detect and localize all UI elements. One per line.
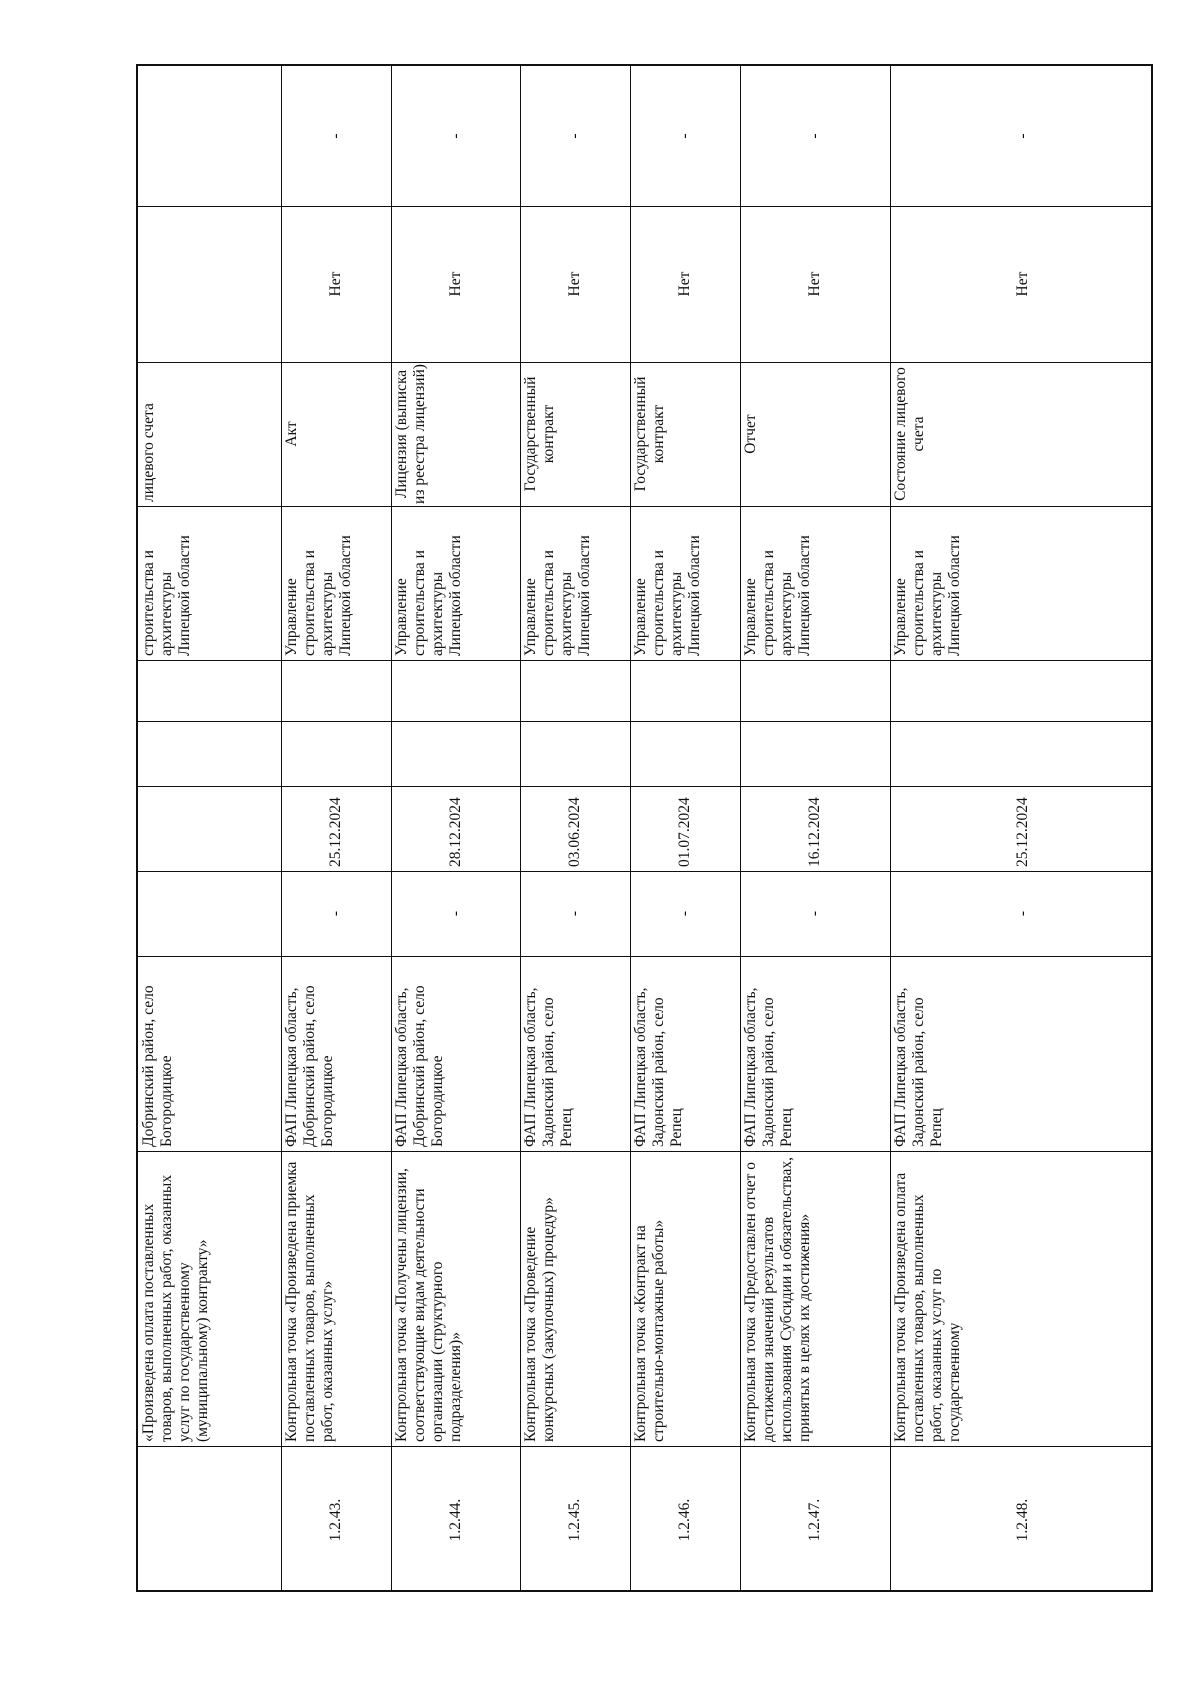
location-cell-text: ФАП Липецкая область, Добринский район, село Богородицкое <box>283 985 336 1147</box>
location-cell <box>740 956 890 1151</box>
row-number-cell <box>630 1446 740 1594</box>
note-cell-text: - <box>327 133 345 139</box>
end-date-cell-text: 03.06.2024 <box>566 797 584 867</box>
flag-cell-text: Нет <box>806 271 824 297</box>
document-cell <box>890 362 1155 506</box>
location-cell <box>391 956 520 1151</box>
column-divider <box>138 660 1151 661</box>
note-cell <box>630 66 740 206</box>
continued-location-cell <box>138 956 281 1151</box>
end-date-cell-text: 25.12.2024 <box>327 797 345 867</box>
row-number-cell-text: 1.2.47. <box>806 1498 824 1542</box>
document-cell <box>630 362 740 506</box>
end-date-cell-text: 01.07.2024 <box>676 797 694 867</box>
milestone-name-cell <box>740 1151 890 1446</box>
milestone-name-cell <box>890 1151 1155 1446</box>
row-number-cell-text: 1.2.46. <box>676 1498 694 1542</box>
row-number-cell <box>520 1446 630 1594</box>
flag-cell <box>630 206 740 362</box>
end-date-cell-text: 25.12.2024 <box>1013 797 1031 867</box>
note-cell <box>281 66 391 206</box>
continued-document-cell <box>138 362 281 506</box>
start-date-cell-text: - <box>327 910 345 917</box>
location-cell-text: ФАП Липецкая область, Задонский район, село Репец <box>742 987 795 1147</box>
note-cell-text: - <box>1013 133 1031 139</box>
row-number-cell <box>740 1446 890 1594</box>
milestone-name-cell <box>630 1151 740 1446</box>
end-date-cell <box>890 786 1155 871</box>
location-cell-text: ФАП Липецкая область, Добринский район, село Богородицкое <box>393 985 446 1147</box>
milestone-name-cell-text: Контрольная точка «Контракт на строительно-монтажные работы» <box>632 1219 667 1442</box>
start-date-cell <box>391 871 520 956</box>
start-date-cell-text: - <box>676 910 694 917</box>
end-date-cell-text: 28.12.2024 <box>446 797 464 867</box>
responsible-cell-text: Управление строительства и архитектуры Липецкой области <box>283 535 354 656</box>
milestone-name-cell-text: Контрольная точка «Получены лицензии, соответствующие видам деятельности организации (структурного подразделения)» <box>393 1168 464 1442</box>
location-cell <box>520 956 630 1151</box>
milestone-name-cell-text: Контрольная точка «Произведена приемка поставленных товаров, выполненных работ, оказанных услуг» <box>283 1161 336 1442</box>
responsible-cell-text: Управление строительства и архитектуры Липецкой области <box>892 535 963 656</box>
note-cell-text: - <box>566 133 584 139</box>
end-date-cell <box>630 786 740 871</box>
responsible-cell-text: Управление строительства и архитектуры Липецкой области <box>632 535 703 656</box>
continued-name-cell <box>138 1151 281 1446</box>
document-cell-text: Состояние лицевого счета <box>892 367 927 501</box>
responsible-cell <box>740 506 890 660</box>
milestone-name-cell-text: Контрольная точка «Произведена оплата поставленных товаров, выполненных работ, оказанных услуг по государственному <box>892 1172 963 1442</box>
continued-name-cell-text: «Произведена оплата поставленных товаров, выполненных работ, оказанных услуг по государственному (муниципальному) контракту» <box>140 1174 211 1442</box>
document-cell <box>391 362 520 506</box>
note-cell <box>740 66 890 206</box>
row-number-cell <box>890 1446 1155 1594</box>
flag-cell-text: Нет <box>327 271 345 297</box>
location-cell <box>890 956 1155 1151</box>
continued-location-cell-text: Добринский район, село Богородицкое <box>140 985 175 1147</box>
row-number-cell-text: 1.2.45. <box>566 1498 584 1542</box>
milestone-name-cell-text: Контрольная точка «Проведение конкурсных (закупочных) процедур» <box>522 1197 557 1442</box>
start-date-cell <box>281 871 391 956</box>
end-date-cell <box>520 786 630 871</box>
flag-cell-text: Нет <box>446 271 464 297</box>
flag-cell <box>391 206 520 362</box>
note-cell <box>890 66 1155 206</box>
flag-cell <box>890 206 1155 362</box>
continued-document-cell-text: лицевого счета <box>140 403 157 502</box>
milestone-name-cell <box>520 1151 630 1446</box>
responsible-cell-text: Управление строительства и архитектуры Липецкой области <box>393 535 464 656</box>
location-cell <box>630 956 740 1151</box>
responsible-cell <box>520 506 630 660</box>
end-date-cell <box>391 786 520 871</box>
milestone-name-cell <box>281 1151 391 1446</box>
flag-cell-text: Нет <box>566 271 584 297</box>
end-date-cell <box>740 786 890 871</box>
start-date-cell <box>740 871 890 956</box>
row-number-cell-text: 1.2.48. <box>1013 1498 1031 1542</box>
responsible-cell <box>281 506 391 660</box>
rotated-table <box>136 64 1153 1592</box>
milestone-name-cell-text: Контрольная точка «Предоставлен отчет о достижении значений результатов использования Субсидии и обязательствах, принятых в целях их достижения» <box>742 1157 813 1442</box>
start-date-cell <box>520 871 630 956</box>
start-date-cell-text: - <box>446 910 464 917</box>
start-date-cell-text: - <box>1013 910 1031 917</box>
start-date-cell <box>630 871 740 956</box>
row-number-cell <box>391 1446 520 1594</box>
responsible-cell <box>630 506 740 660</box>
responsible-cell <box>391 506 520 660</box>
location-cell-text: ФАП Липецкая область, Задонский район, село Репец <box>632 987 685 1147</box>
end-date-cell <box>281 786 391 871</box>
location-cell-text: ФАП Липецкая область, Задонский район, село Репец <box>892 987 945 1147</box>
continued-responsible-cell-text: строительства и архитектуры Липецкой области <box>140 535 193 656</box>
row-number-cell <box>281 1446 391 1594</box>
row-number-cell-text: 1.2.44. <box>446 1498 464 1542</box>
milestone-name-cell <box>391 1151 520 1446</box>
note-cell-text: - <box>806 133 824 139</box>
document-cell <box>740 362 890 506</box>
continued-responsible-cell <box>138 506 281 660</box>
start-date-cell <box>890 871 1155 956</box>
document-cell-text: Акт <box>283 421 300 447</box>
document-cell-text: Отчет <box>742 414 759 454</box>
document-cell-text: Лицензия (выписка из реестра лицензий) <box>393 364 428 504</box>
flag-cell <box>740 206 890 362</box>
note-cell <box>391 66 520 206</box>
note-cell <box>520 66 630 206</box>
location-cell <box>281 956 391 1151</box>
note-cell-text: - <box>446 133 464 139</box>
responsible-cell <box>890 506 1155 660</box>
flag-cell <box>281 206 391 362</box>
note-cell-text: - <box>676 133 694 139</box>
flag-cell <box>520 206 630 362</box>
row-number-cell-text: 1.2.43. <box>327 1498 345 1542</box>
end-date-cell-text: 16.12.2024 <box>806 797 824 867</box>
location-cell-text: ФАП Липецкая область, Задонский район, село Репец <box>522 987 575 1147</box>
start-date-cell-text: - <box>806 910 824 917</box>
start-date-cell-text: - <box>566 910 584 917</box>
responsible-cell-text: Управление строительства и архитектуры Липецкой области <box>742 535 813 656</box>
document-cell <box>281 362 391 506</box>
flag-cell-text: Нет <box>676 271 694 297</box>
document-cell-text: Государственный контракт <box>632 376 667 492</box>
document-cell-text: Государственный контракт <box>522 376 557 492</box>
responsible-cell-text: Управление строительства и архитектуры Липецкой области <box>522 535 593 656</box>
flag-cell-text: Нет <box>1013 271 1031 297</box>
document-cell <box>520 362 630 506</box>
column-divider <box>138 721 1151 722</box>
